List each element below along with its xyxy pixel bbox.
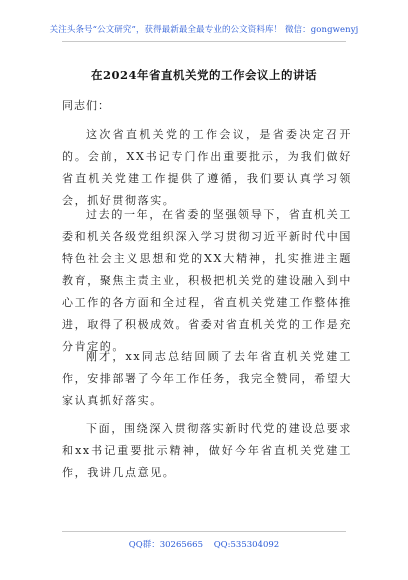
footer-contact [0, 538, 408, 550]
header-divider [62, 41, 346, 42]
paragraph-4: 下面，围绕深入贯彻落实新时代党的建设总要求和xx书记重要批示精神，做好今年省直机关党建工作，我讲几点意见。 [62, 422, 352, 479]
header-notice: 关注头条号“公文研究”，获得最新最全最专业的公文资料库！ 微信：gongwenyj [49, 25, 359, 35]
paragraph-1: 这次省直机关党的工作会议，是省委决定召开的。会前，XX书记专门作出重要批示，为我们做好省直机关党建工作提供了遵循，我们要认真学习领会，抓好贯彻落实。 [62, 128, 352, 207]
document-title: 在2024年省直机关党的工作会议上的讲话 [90, 68, 317, 82]
salutation: 同志们： [62, 99, 110, 112]
paragraph-2: 过去的一年，在省委的坚强领导下，省直机关工委和机关各级党组织深入学习贯彻习近平新时代中国特色社会主义思想和党的XX大精神，扎实推进主题教育，聚焦主责主业，积极把机关党的建设融入到中心工作的各方面和全过程，省直机关党建工作整体推进，取得了积极成效。省委对省直机关党的工作是充分肯定的。 [62, 208, 352, 353]
footer-qq-contact: QQ:535304092 [213, 540, 280, 550]
footer-qq-group: QQ群：30265665 [128, 540, 203, 550]
footer-divider [62, 531, 346, 532]
paragraph-3: 刚才，xx同志总结回顾了去年省直机关党建工作，安排部署了今年工作任务，我完全赞同，希望大家认真抓好落实。 [62, 350, 352, 407]
